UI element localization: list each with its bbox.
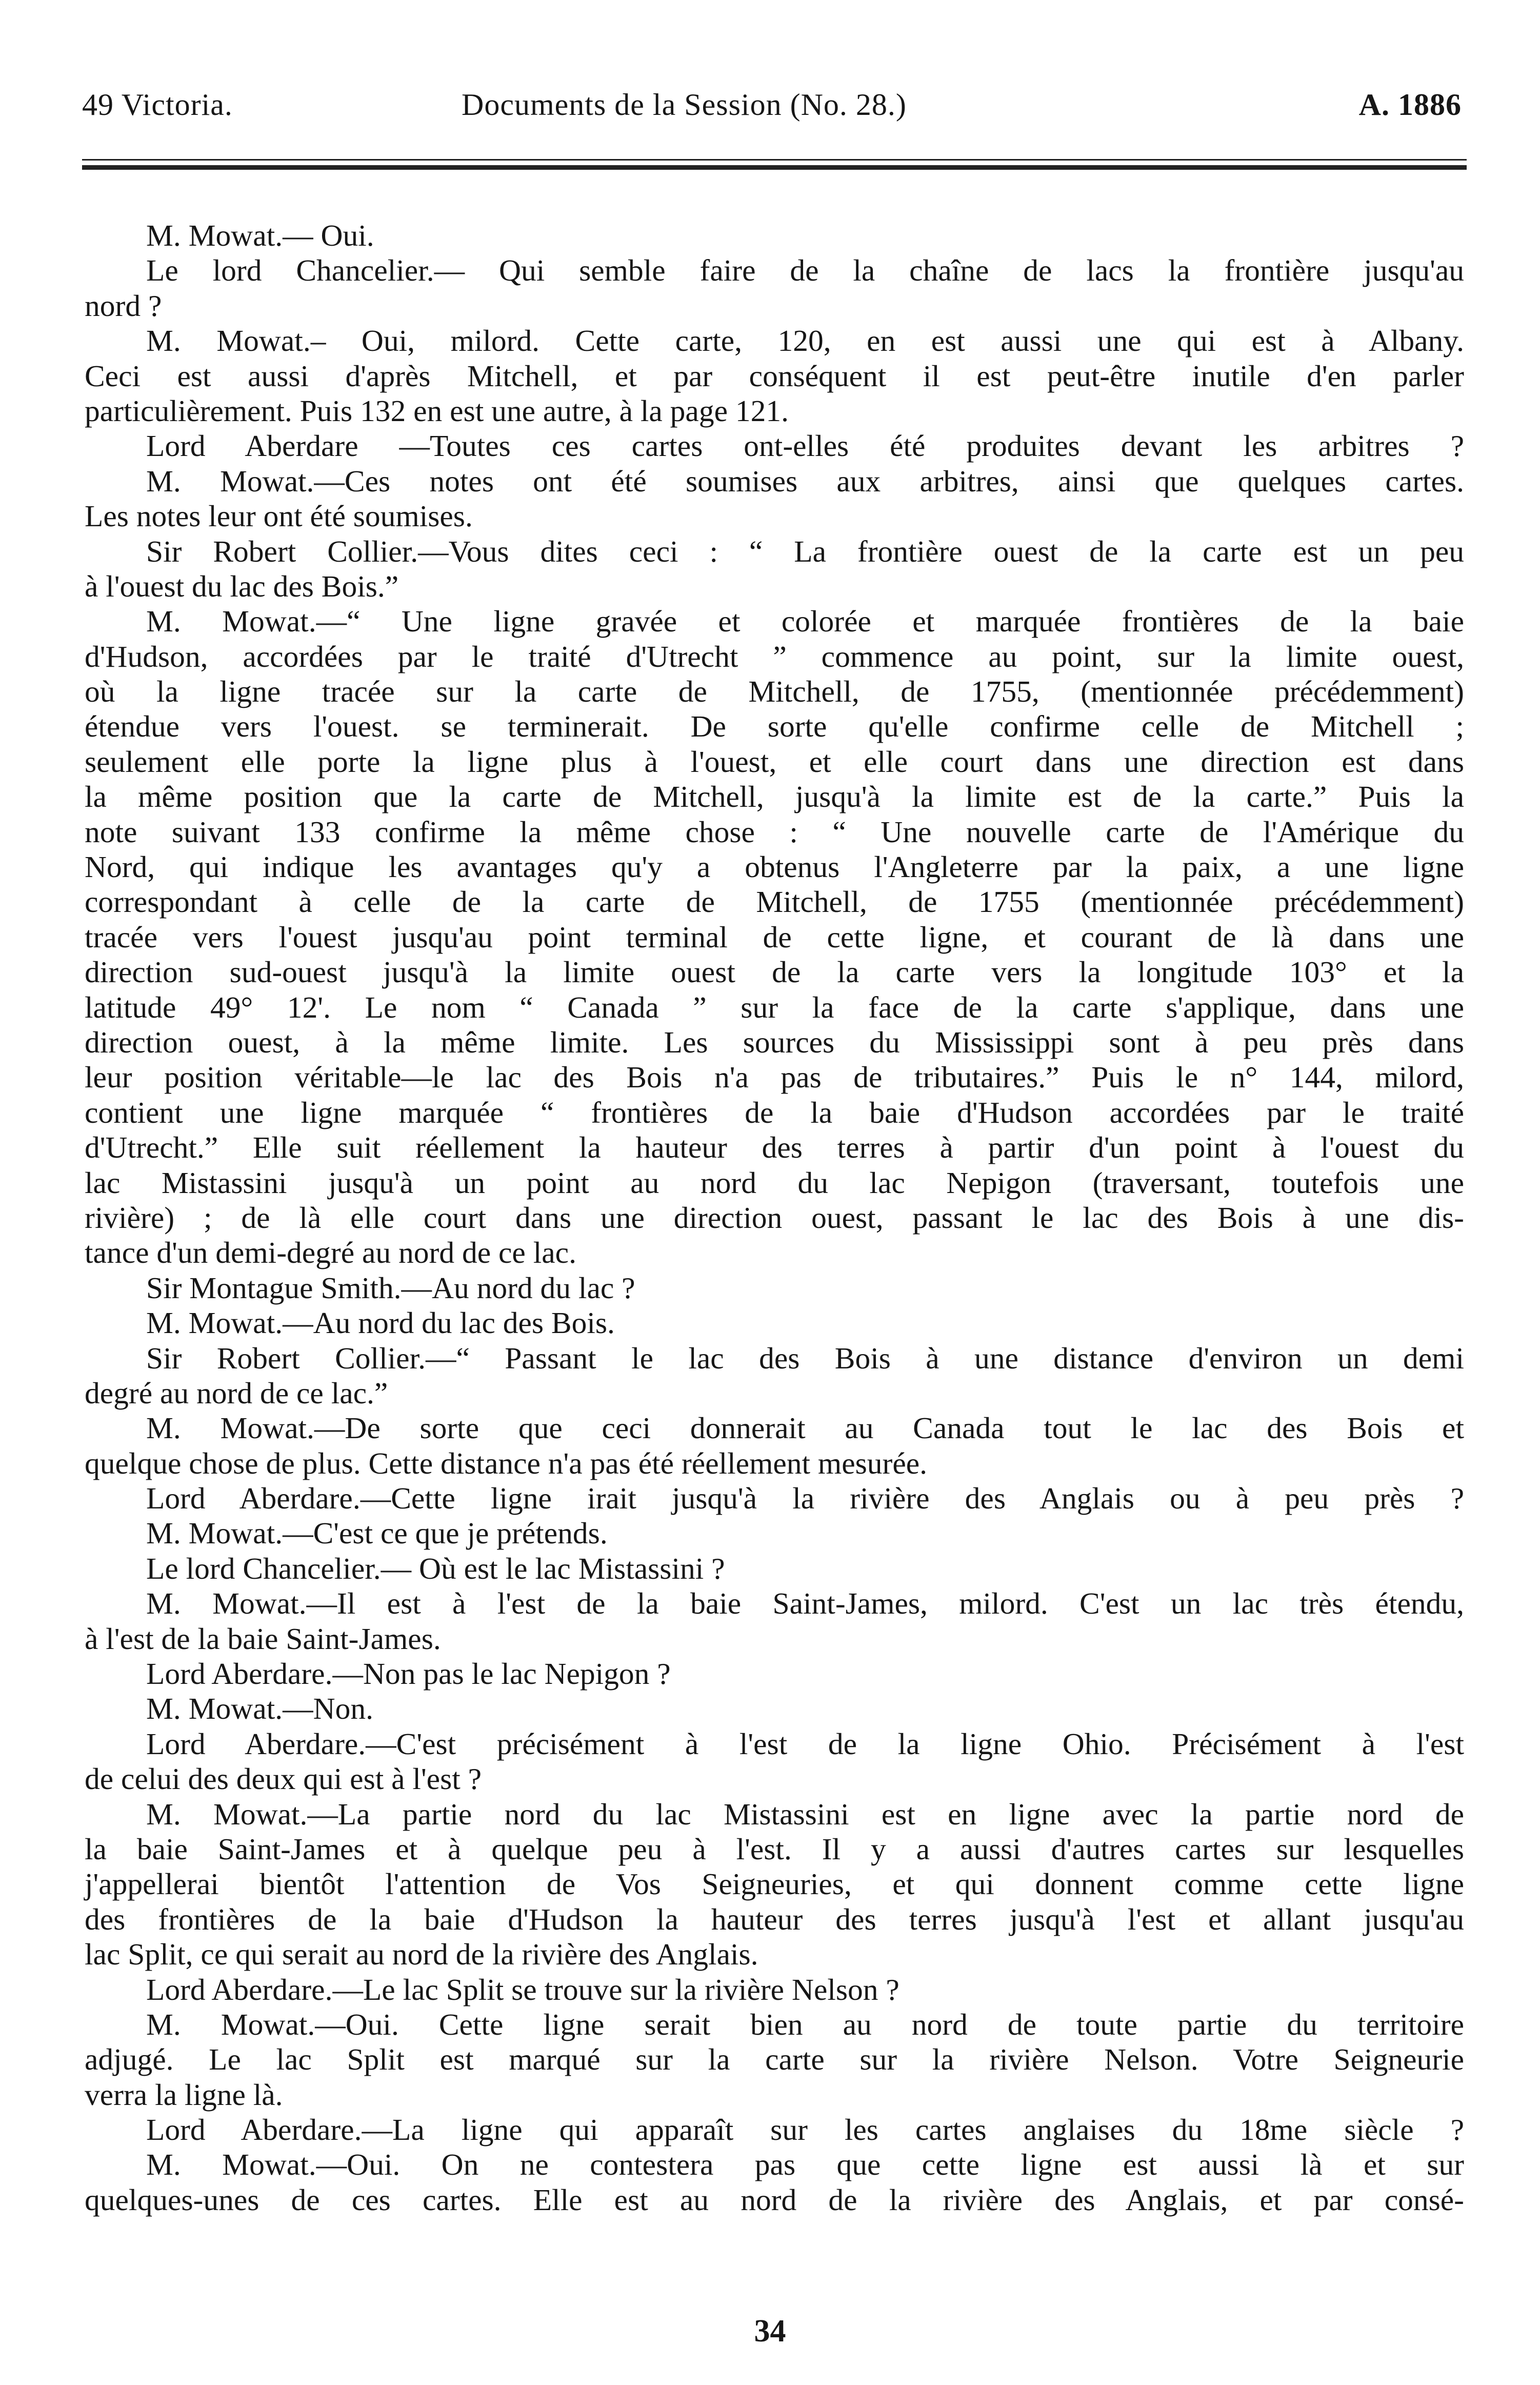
text-line: M. Mowat.—C'est ce que je prétends. <box>146 1516 608 1551</box>
text-line: d'Utrecht.” Elle suit réellement la hauteur des terres à partir d'un point à l'ouest du <box>85 1130 1464 1165</box>
text-line: M. Mowat.– Oui, milord. Cette carte, 120, en est aussi une qui est à Albany. <box>146 324 1464 358</box>
text-line: Le lord Chancelier.— Qui semble faire de la chaîne de lacs la frontière jusqu'au <box>146 253 1464 288</box>
text-line: M. Mowat.—Ces notes ont été soumises aux arbitres, ainsi que quelques cartes. <box>146 464 1464 498</box>
text-line: Nord, qui indique les avantages qu'y a obtenus l'Angleterre par la paix, a une ligne <box>85 850 1464 884</box>
text-line: tance d'un demi-degré au nord de ce lac. <box>85 1236 576 1270</box>
text-line: M. Mowat.— Oui. <box>146 218 374 252</box>
text-line: lac Mistassini jusqu'à un point au nord du lac Nepigon (traversant, toutefois une <box>85 1165 1464 1200</box>
text-line: adjugé. Le lac Split est marqué sur la carte sur la rivière Nelson. Votre Seigneurie <box>85 2042 1464 2077</box>
text-line: particulièrement. Puis 132 en est une autre, à la page 121. <box>85 393 789 428</box>
text-line: d'Hudson, accordées par le traité d'Utrecht ” commence au point, sur la limite ouest, <box>85 639 1464 673</box>
text-line: M. Mowat.—Au nord du lac des Bois. <box>146 1306 615 1340</box>
text-line: Lord Aberdare —Toutes ces cartes ont-elles été produites devant les arbitres ? <box>146 429 1464 463</box>
text-line: M. Mowat.—De sorte que ceci donnerait au Canada tout le lac des Bois et <box>146 1411 1464 1445</box>
header-rule-thick <box>82 165 1467 170</box>
text-line: M. Mowat.—La partie nord du lac Mistassini est en ligne avec la partie nord de <box>146 1797 1464 1831</box>
text-line: Ceci est aussi d'après Mitchell, et par conséquent il est peut-être inutile d'en parler <box>85 359 1464 393</box>
document-body <box>85 218 1464 2217</box>
text-line: leur position véritable—le lac des Bois n'a pas de tributaires.” Puis le n° 144, milord, <box>85 1060 1464 1095</box>
text-line: M. Mowat.—Oui. On ne contestera pas que cette ligne est aussi là et sur <box>146 2148 1464 2182</box>
text-line: M. Mowat.—Non. <box>146 1692 373 1726</box>
text-line: note suivant 133 confirme la même chose : “ Une nouvelle carte de l'Amérique du <box>85 814 1464 849</box>
text-line: M. Mowat.—Il est à l'est de la baie Saint-James, milord. C'est un lac très étendu, <box>146 1586 1464 1621</box>
running-header <box>82 87 1462 133</box>
text-line: la baie Saint-James et à quelque peu à l'est. Il y a aussi d'autres cartes sur lesquelles <box>85 1832 1464 1866</box>
text-line: quelque chose de plus. Cette distance n'a pas été réellement mesurée. <box>85 1446 928 1480</box>
text-line: Lord Aberdare.—Non pas le lac Nepigon ? <box>146 1657 671 1691</box>
text-line: j'appellerai bientôt l'attention de Vos Seigneuries, et qui donnent comme cette ligne <box>85 1867 1464 1901</box>
text-line: direction ouest, à la même limite. Les sources du Mississippi sont à peu près dans <box>85 1025 1464 1059</box>
text-line: Lord Aberdare.—C'est précisément à l'est de la ligne Ohio. Précisément à l'est <box>146 1726 1464 1761</box>
text-line: lac Split, ce qui serait au nord de la rivière des Anglais. <box>85 1937 758 1972</box>
text-line: de celui des deux qui est à l'est ? <box>85 1762 482 1796</box>
header-rule-thin <box>82 159 1467 161</box>
text-line: latitude 49° 12'. Le nom “ Canada ” sur la face de la carte s'applique, dans une <box>85 990 1464 1024</box>
page-number: 34 <box>754 2314 786 2349</box>
text-line: Les notes leur ont été soumises. <box>85 499 473 533</box>
text-line: étendue vers l'ouest. se terminerait. De sorte qu'elle confirme celle de Mitchell ; <box>85 709 1464 744</box>
header-year: A. 1886 <box>1358 88 1462 122</box>
text-line: à l'est de la baie Saint-James. <box>85 1621 441 1656</box>
text-line: Sir Montague Smith.—Au nord du lac ? <box>146 1270 635 1305</box>
text-line: Sir Robert Collier.—Vous dites ceci : “ La frontière ouest de la carte est un peu <box>146 534 1464 568</box>
text-line: Lord Aberdare.—Cette ligne irait jusqu'à la rivière des Anglais ou à peu près ? <box>146 1481 1464 1516</box>
text-line: Lord Aberdare.—Le lac Split se trouve sur la rivière Nelson ? <box>146 1972 899 2006</box>
text-line: à l'ouest du lac des Bois.” <box>85 569 399 603</box>
text-line: M. Mowat.—“ Une ligne gravée et colorée et marquée frontières de la baie <box>146 604 1464 639</box>
text-line: nord ? <box>85 288 162 323</box>
text-line: contient une ligne marquée “ frontières de la baie d'Hudson accordées par le traité <box>85 1095 1464 1129</box>
text-line: verra la ligne là. <box>85 2077 283 2112</box>
text-line: degré au nord de ce lac.” <box>85 1376 388 1410</box>
text-line: correspondant à celle de la carte de Mitchell, de 1755 (mentionnée précédemment) <box>85 885 1464 919</box>
text-line: M. Mowat.—Oui. Cette ligne serait bien au nord de toute partie du territoire <box>146 2007 1464 2041</box>
text-line: rivière) ; de là elle court dans une direction ouest, passant le lac des Bois à une dis- <box>85 1200 1464 1235</box>
text-line: seulement elle porte la ligne plus à l'ouest, et elle court dans une direction est dans <box>85 744 1464 779</box>
text-line: Sir Robert Collier.—“ Passant le lac des Bois à une distance d'environ un demi <box>146 1341 1464 1375</box>
text-line: Le lord Chancelier.— Où est le lac Mistassini ? <box>146 1551 725 1585</box>
text-line: Lord Aberdare.—La ligne qui apparaît sur les cartes anglaises du 18me siècle ? <box>146 2113 1464 2147</box>
text-line: quelques-unes de ces cartes. Elle est au nord de la rivière des Anglais, et par consé- <box>85 2182 1464 2217</box>
text-line: où la ligne tracée sur la carte de Mitchell, de 1755, (mentionnée précédemment) <box>85 674 1464 709</box>
text-line: la même position que la carte de Mitchell, jusqu'à la limite est de la carte.” Puis la <box>85 780 1464 814</box>
text-line: tracée vers l'ouest jusqu'au point terminal de cette ligne, et courant de là dans une <box>85 920 1464 954</box>
text-line: direction sud-ouest jusqu'à la limite ouest de la carte vers la longitude 103° et la <box>85 955 1464 989</box>
header-volume: 49 Victoria. <box>82 88 233 122</box>
header-title: Documents de la Session (No. 28.) <box>462 88 907 122</box>
text-line: des frontières de la baie d'Hudson la hauteur des terres jusqu'à l'est et allant jusqu'au <box>85 1902 1464 1936</box>
